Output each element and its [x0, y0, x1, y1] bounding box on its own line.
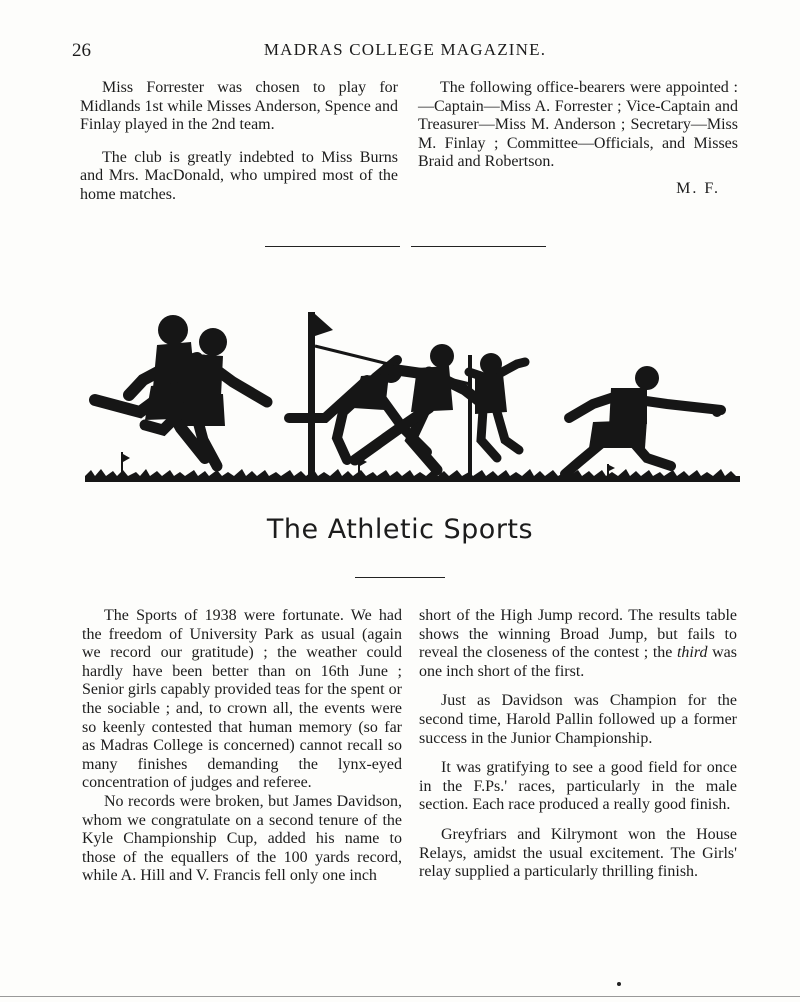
section-divider: [265, 246, 400, 247]
club-report-left-column: [80, 79, 398, 219]
section-divider: [411, 246, 546, 247]
text-run: was one inch short of the first.: [419, 644, 737, 680]
author-signature: M. F.: [676, 179, 720, 197]
emphasized-word: third: [676, 644, 708, 662]
title-underline-divider: [355, 577, 445, 578]
page-number: 26: [72, 40, 91, 61]
club-report-paragraph: The club is greatly indebted to Miss Burns and Mrs. MacDonald, who umpired most of the home matches.: [80, 148, 398, 203]
running-title: MADRAS COLLEGE MAGAZINE.: [263, 40, 547, 59]
club-report-right-column: [418, 79, 738, 199]
club-report-paragraph: Miss Forrester was chosen to play for Midlands 1st while Misses Anderson, Spence and Finlay played in the 2nd team.: [80, 79, 398, 134]
article-left-column: [82, 607, 402, 886]
article-paragraph: Greyfriars and Kilrymont won the House Relays, amidst the usual excitement. The Girls' relay supplied a particularly thrilling finish.: [419, 825, 737, 881]
article-right-column: [419, 607, 737, 893]
article-paragraph: No records were broken, but James Davidson, whom we congratulate on a second tenure of the Kyle Championship Cup, added his name to those of the equallers of the 100 yards record, while A. Hill and V. Francis fell only one inch: [82, 792, 402, 885]
article-paragraph: Just as Davidson was Champion for the second time, Harold Pallin followed up a former success in the Junior Championship.: [419, 692, 737, 747]
article-paragraph-continued: [419, 607, 737, 681]
article-paragraph: The Sports of 1938 were fortunate. We had the freedom of University Park as usual (again we record our gratitude) ; the weather could hardly have been better than on 16th June ; Senior girls capably provided teas for the spent or the sociable ; and, to crown all, the events were so keenly contested that human memory (so far as Madras College is concerned) cannot recall so many finishes demanding the lynx-eyed concentration of judges and referee.: [82, 607, 402, 792]
article-paragraph: It was gratifying to see a good field for once in the F.Ps.' races, particularly in the male section. Each race produced a really good finish.: [419, 759, 737, 814]
text-run: short of the High Jump record. The results table shows the winning Broad Jump, but fails to reveal the closeness of the contest ; the: [419, 607, 737, 662]
office-bearers-paragraph: The following office-bearers were appointed :—Captain—Miss A. Forrester ; Vice-Captain and Treasurer—Miss M. Anderson ; Secretary—Miss M. Finlay ; Committee—Officials, and Misses Braid and Robertson.: [418, 79, 738, 171]
runners-silhouette-illustration: [85, 300, 740, 495]
page-header: [72, 40, 738, 64]
article-title: The Athletic Sports: [266, 514, 534, 545]
ink-speck: [617, 982, 621, 986]
page-edge-line: [0, 996, 800, 997]
